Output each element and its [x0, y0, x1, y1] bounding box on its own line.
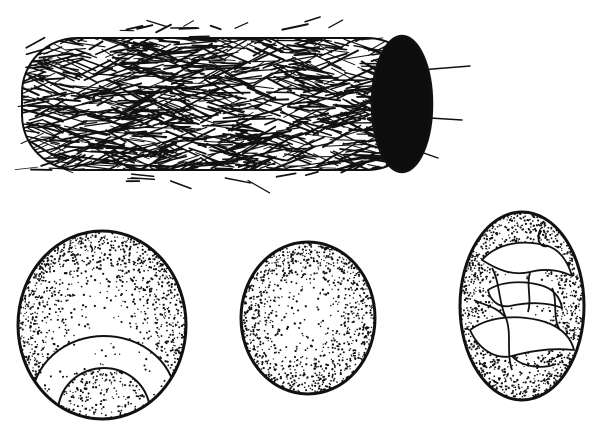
cracked-cocoon: [460, 212, 585, 400]
cocoon-with-cap: [18, 230, 187, 442]
grass-tube-case: [10, 16, 470, 198]
round-cocoon: [241, 242, 376, 395]
